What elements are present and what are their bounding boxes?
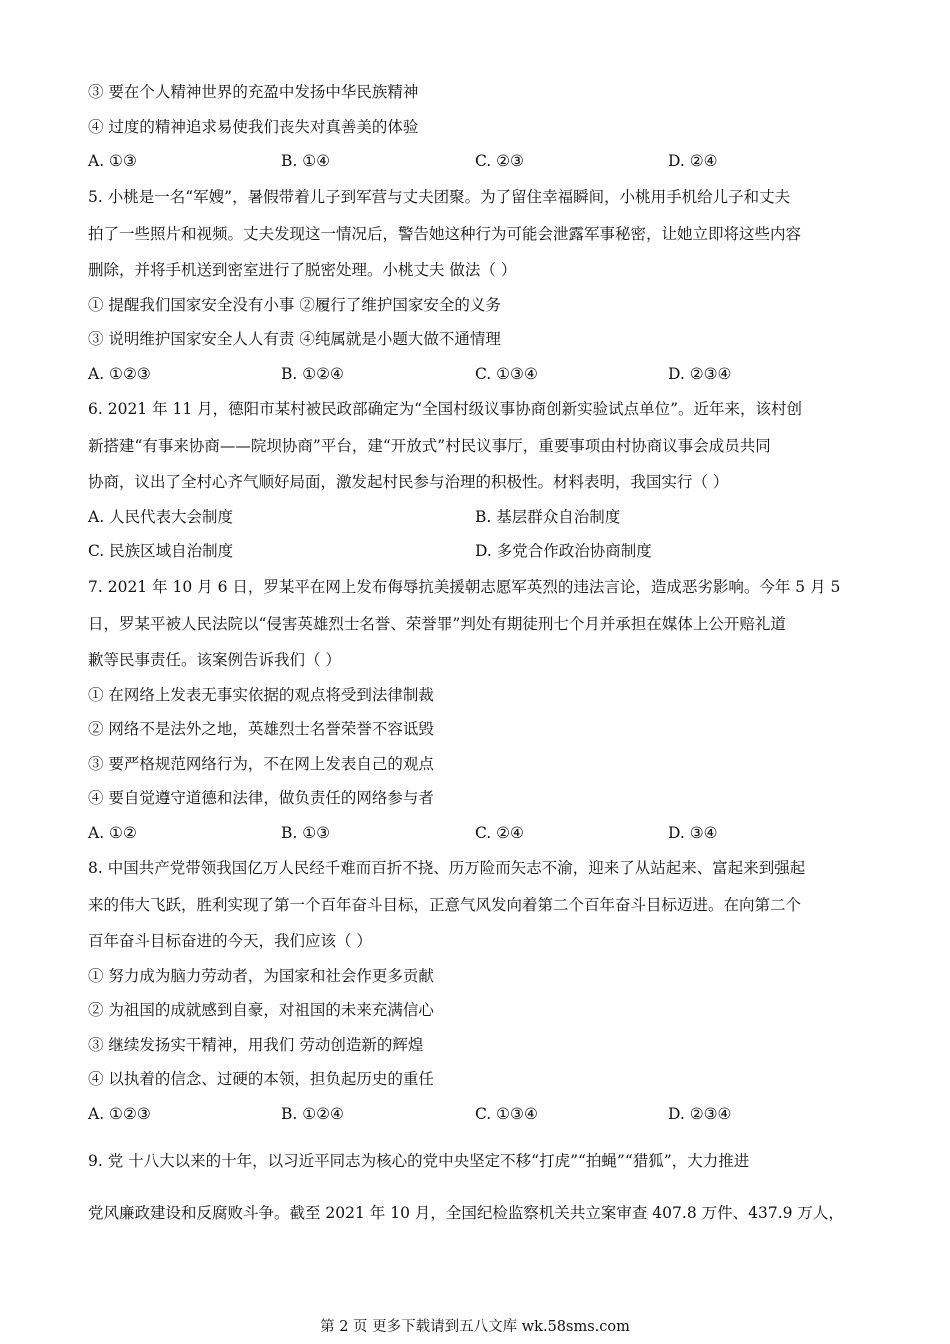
q5-option-a: A. ①②③	[88, 365, 151, 383]
q7-option-c: C. ②④	[475, 824, 524, 842]
q6-option-a: A. 人民代表大会制度	[88, 508, 234, 526]
question-8-statement-1: ① 努力成为脑力劳动者，为国家和社会作更多贡献	[88, 967, 434, 985]
question-5-statements-1: ① 提醒我们国家安全没有小事 ②履行了维护国家安全的义务	[88, 296, 501, 314]
q6-option-b: B. 基层群众自治制度	[475, 508, 621, 526]
question-5-line-2: 拍了一些照片和视频。丈夫发现这一情况后，警告她这种行为可能会泄露军事秘密，让她立即将这些内容	[88, 225, 802, 243]
question-7-statement-3: ③ 要严格规范网络行为，不在网上发表自己的观点	[88, 755, 434, 773]
question-8-statement-3: ③ 继续发扬实干精神，用我们 劳动创造新的辉煌	[88, 1036, 424, 1054]
q7-option-b: B. ①③	[281, 824, 331, 842]
question-7-line-2: 日，罗某平被人民法院以“侵害英雄烈士名誉、荣誉罪”判处有期徒刑七个月并承担在媒体上公开赔礼道	[88, 615, 786, 633]
q6-option-d: D. 多党合作政治协商制度	[475, 542, 652, 560]
q7-option-d: D. ③④	[668, 824, 718, 842]
question-6-line-3: 协商，议出了全村心齐气顺好局面，激发起村民参与治理的积极性。材料表明，我国实行（ ）	[88, 473, 729, 491]
option-statement-4: ④ 过度的精神追求易使我们丧失对真善美的体验	[88, 118, 419, 136]
q5-option-d: D. ②③④	[668, 365, 732, 383]
q6-option-c: C. 民族区域自治制度	[88, 542, 234, 560]
question-6-line-2: 新搭建“有事来协商——院坝协商”平台，建“开放式”村民议事厅，重要事项由村协商议事会成员共同	[88, 437, 771, 455]
q4-option-d: D. ②④	[668, 152, 718, 170]
question-7-statement-1: ① 在网络上发表无事实依据的观点将受到法律制裁	[88, 686, 434, 704]
q7-option-a: A. ①②	[88, 824, 137, 842]
question-8-line-1: 8. 中国共产党带领我国亿万人民经千难而百折不挠、历万险而矢志不渝，迎来了从站起来、富起来到强起	[88, 859, 806, 877]
question-7-statement-2: ② 网络不是法外之地，英雄烈士名誉荣誉不容诋毁	[88, 720, 434, 738]
q8-option-c: C. ①③④	[475, 1105, 538, 1123]
q4-option-c: C. ②③	[475, 152, 524, 170]
question-7-statement-4: ④ 要自觉遵守道德和法律，做负责任的网络参与者	[88, 789, 434, 807]
question-7-line-3: 歉等民事责任。该案例告诉我们（ ）	[88, 651, 341, 669]
question-5-line-1: 5. 小桃是一名“军嫂”，暑假带着儿子到军营与丈夫团聚。为了留住幸福瞬间，小桃用手机给儿子和丈夫	[88, 188, 791, 206]
question-9-line-2: 党风廉政建设和反腐败斗争。截至 2021 年 10 月，全国纪检监察机关共立案审查 407.8 万件、437.9 万人，	[88, 1204, 844, 1222]
question-8-line-2: 来的伟大飞跃，胜利实现了第一个百年奋斗目标，正意气风发向着第二个百年奋斗目标迈进。在向第二个	[88, 896, 802, 914]
q5-option-b: B. ①②④	[281, 365, 344, 383]
option-statement-3: ③ 要在个人精神世界的充盈中发扬中华民族精神	[88, 83, 419, 101]
q5-option-c: C. ①③④	[475, 365, 538, 383]
question-9-line-1: 9. 党 十八大以来的十年，以习近平同志为核心的党中央坚定不移“打虎”“拍蝇”“猎狐”，大力推进	[88, 1152, 750, 1170]
question-5-statements-2: ③ 说明维护国家安全人人有责 ④纯属就是小题大做不通情理	[88, 330, 501, 348]
question-6-line-1: 6. 2021 年 11 月，德阳市某村被民政部确定为“全国村级议事协商创新实验试点单位”。近年来，该村创	[88, 400, 803, 418]
q4-option-a: A. ①③	[88, 152, 137, 170]
question-5-line-3: 删除，并将手机送到密室进行了脱密处理。小桃丈夫 做法（ ）	[88, 261, 517, 279]
question-8-statement-2: ② 为祖国的成就感到自豪，对祖国的未来充满信心	[88, 1001, 434, 1019]
question-8-statement-4: ④ 以执着的信念、过硬的本领，担负起历史的重任	[88, 1070, 434, 1088]
question-7-line-1: 7. 2021 年 10 月 6 日，罗某平在网上发布侮辱抗美援朝志愿军英烈的违法言论，造成恶劣影响。今年 5 月 5	[88, 578, 841, 596]
q4-option-b: B. ①④	[281, 152, 331, 170]
q8-option-d: D. ②③④	[668, 1105, 732, 1123]
q8-option-a: A. ①②③	[88, 1105, 151, 1123]
page-footer: 第 2 页 更多下载请到五八文库 wk.58sms.com	[320, 1319, 630, 1335]
question-8-line-3: 百年奋斗目标奋进的今天，我们应该（ ）	[88, 932, 372, 950]
q8-option-b: B. ①②④	[281, 1105, 344, 1123]
